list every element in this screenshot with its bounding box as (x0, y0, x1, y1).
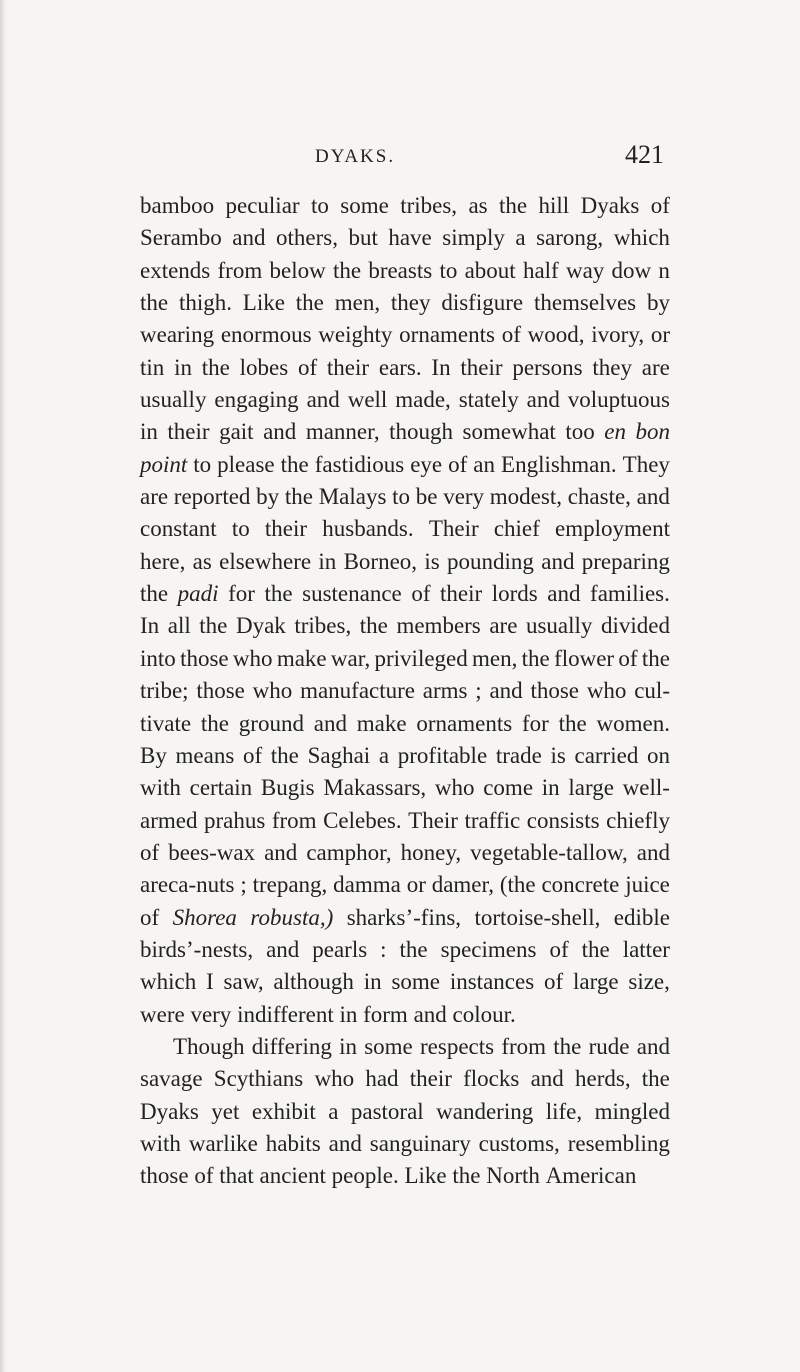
text-line: Though differing in some respects from the rude and (173, 1033, 670, 1059)
text-line: those of that ancient people. Like the North American (140, 1163, 637, 1189)
text-line: into those who make war, privileged men, the flower of the (140, 645, 670, 671)
body-text (140, 190, 670, 1193)
page-number: 421 (625, 140, 664, 169)
text-line: point to please the fastidious eye of an Englishman. They (140, 451, 670, 477)
text-line: tivate the ground and make ornaments for the women. (140, 710, 670, 736)
text-line: which I saw, although in some instances of large size, (140, 969, 670, 995)
text-line: here, as elsewhere in Borneo, is pounding and preparing (140, 548, 670, 574)
text-line: tin in the lobes of their ears. In their persons they are (140, 354, 670, 380)
text-line: of bees-wax and camphor, honey, vegetable-tallow, and (140, 839, 670, 865)
text-line: wearing enormous weighty ornaments of wood, ivory, or (140, 322, 670, 348)
text-line: birds’-nests, and pearls : the specimens of the latter (140, 936, 670, 962)
text-line: Dyaks yet exhibit a pastoral wandering life, mingled (140, 1098, 670, 1124)
text-line: savage Scythians who had their flocks and herds, the (140, 1066, 670, 1092)
text-line: By means of the Saghai a profitable trade is carried on (140, 742, 670, 768)
page-edge-shadow (0, 0, 6, 1372)
text-line: bamboo peculiar to some tribes, as the hill Dyaks of (140, 193, 670, 218)
text-line: tribe; those who manufacture arms ; and those who cul- (140, 678, 670, 704)
text-line: were very indifferent in form and colour. (140, 1001, 516, 1027)
text-line: constant to their husbands. Their chief employment (140, 516, 670, 542)
text-line: with certain Bugis Makassars, who come in large well- (140, 775, 670, 801)
text-line: with warlike habits and sanguinary customs, resembling (140, 1130, 670, 1156)
text-line: usually engaging and well made, stately and voluptuous (140, 387, 670, 413)
text-line: extends from below the breasts to about half way dow n (140, 257, 670, 283)
text-line: Serambo and others, but have simply a sarong, which (140, 225, 670, 251)
text-line: the thigh. Like the men, they disfigure themselves by (140, 290, 670, 316)
text-line: the padi for the sustenance of their lords and families. (140, 581, 670, 607)
text-line: In all the Dyak tribes, the members are usually divided (140, 613, 670, 639)
text-line: are reported by the Malays to be very modest, chaste, and (140, 484, 670, 510)
text-line: areca-nuts ; trepang, damma or damer, (the concrete juice (140, 872, 670, 898)
running-head: DYAKS. (315, 146, 396, 167)
text-line: armed prahus from Celebes. Their traffic consists chiefly (140, 807, 670, 833)
page-header (0, 140, 800, 170)
text-line: of Shorea robusta,) sharks’-fins, tortoise-shell, edible (140, 904, 670, 930)
text-line: in their gait and manner, though somewhat too en bon (140, 419, 670, 445)
